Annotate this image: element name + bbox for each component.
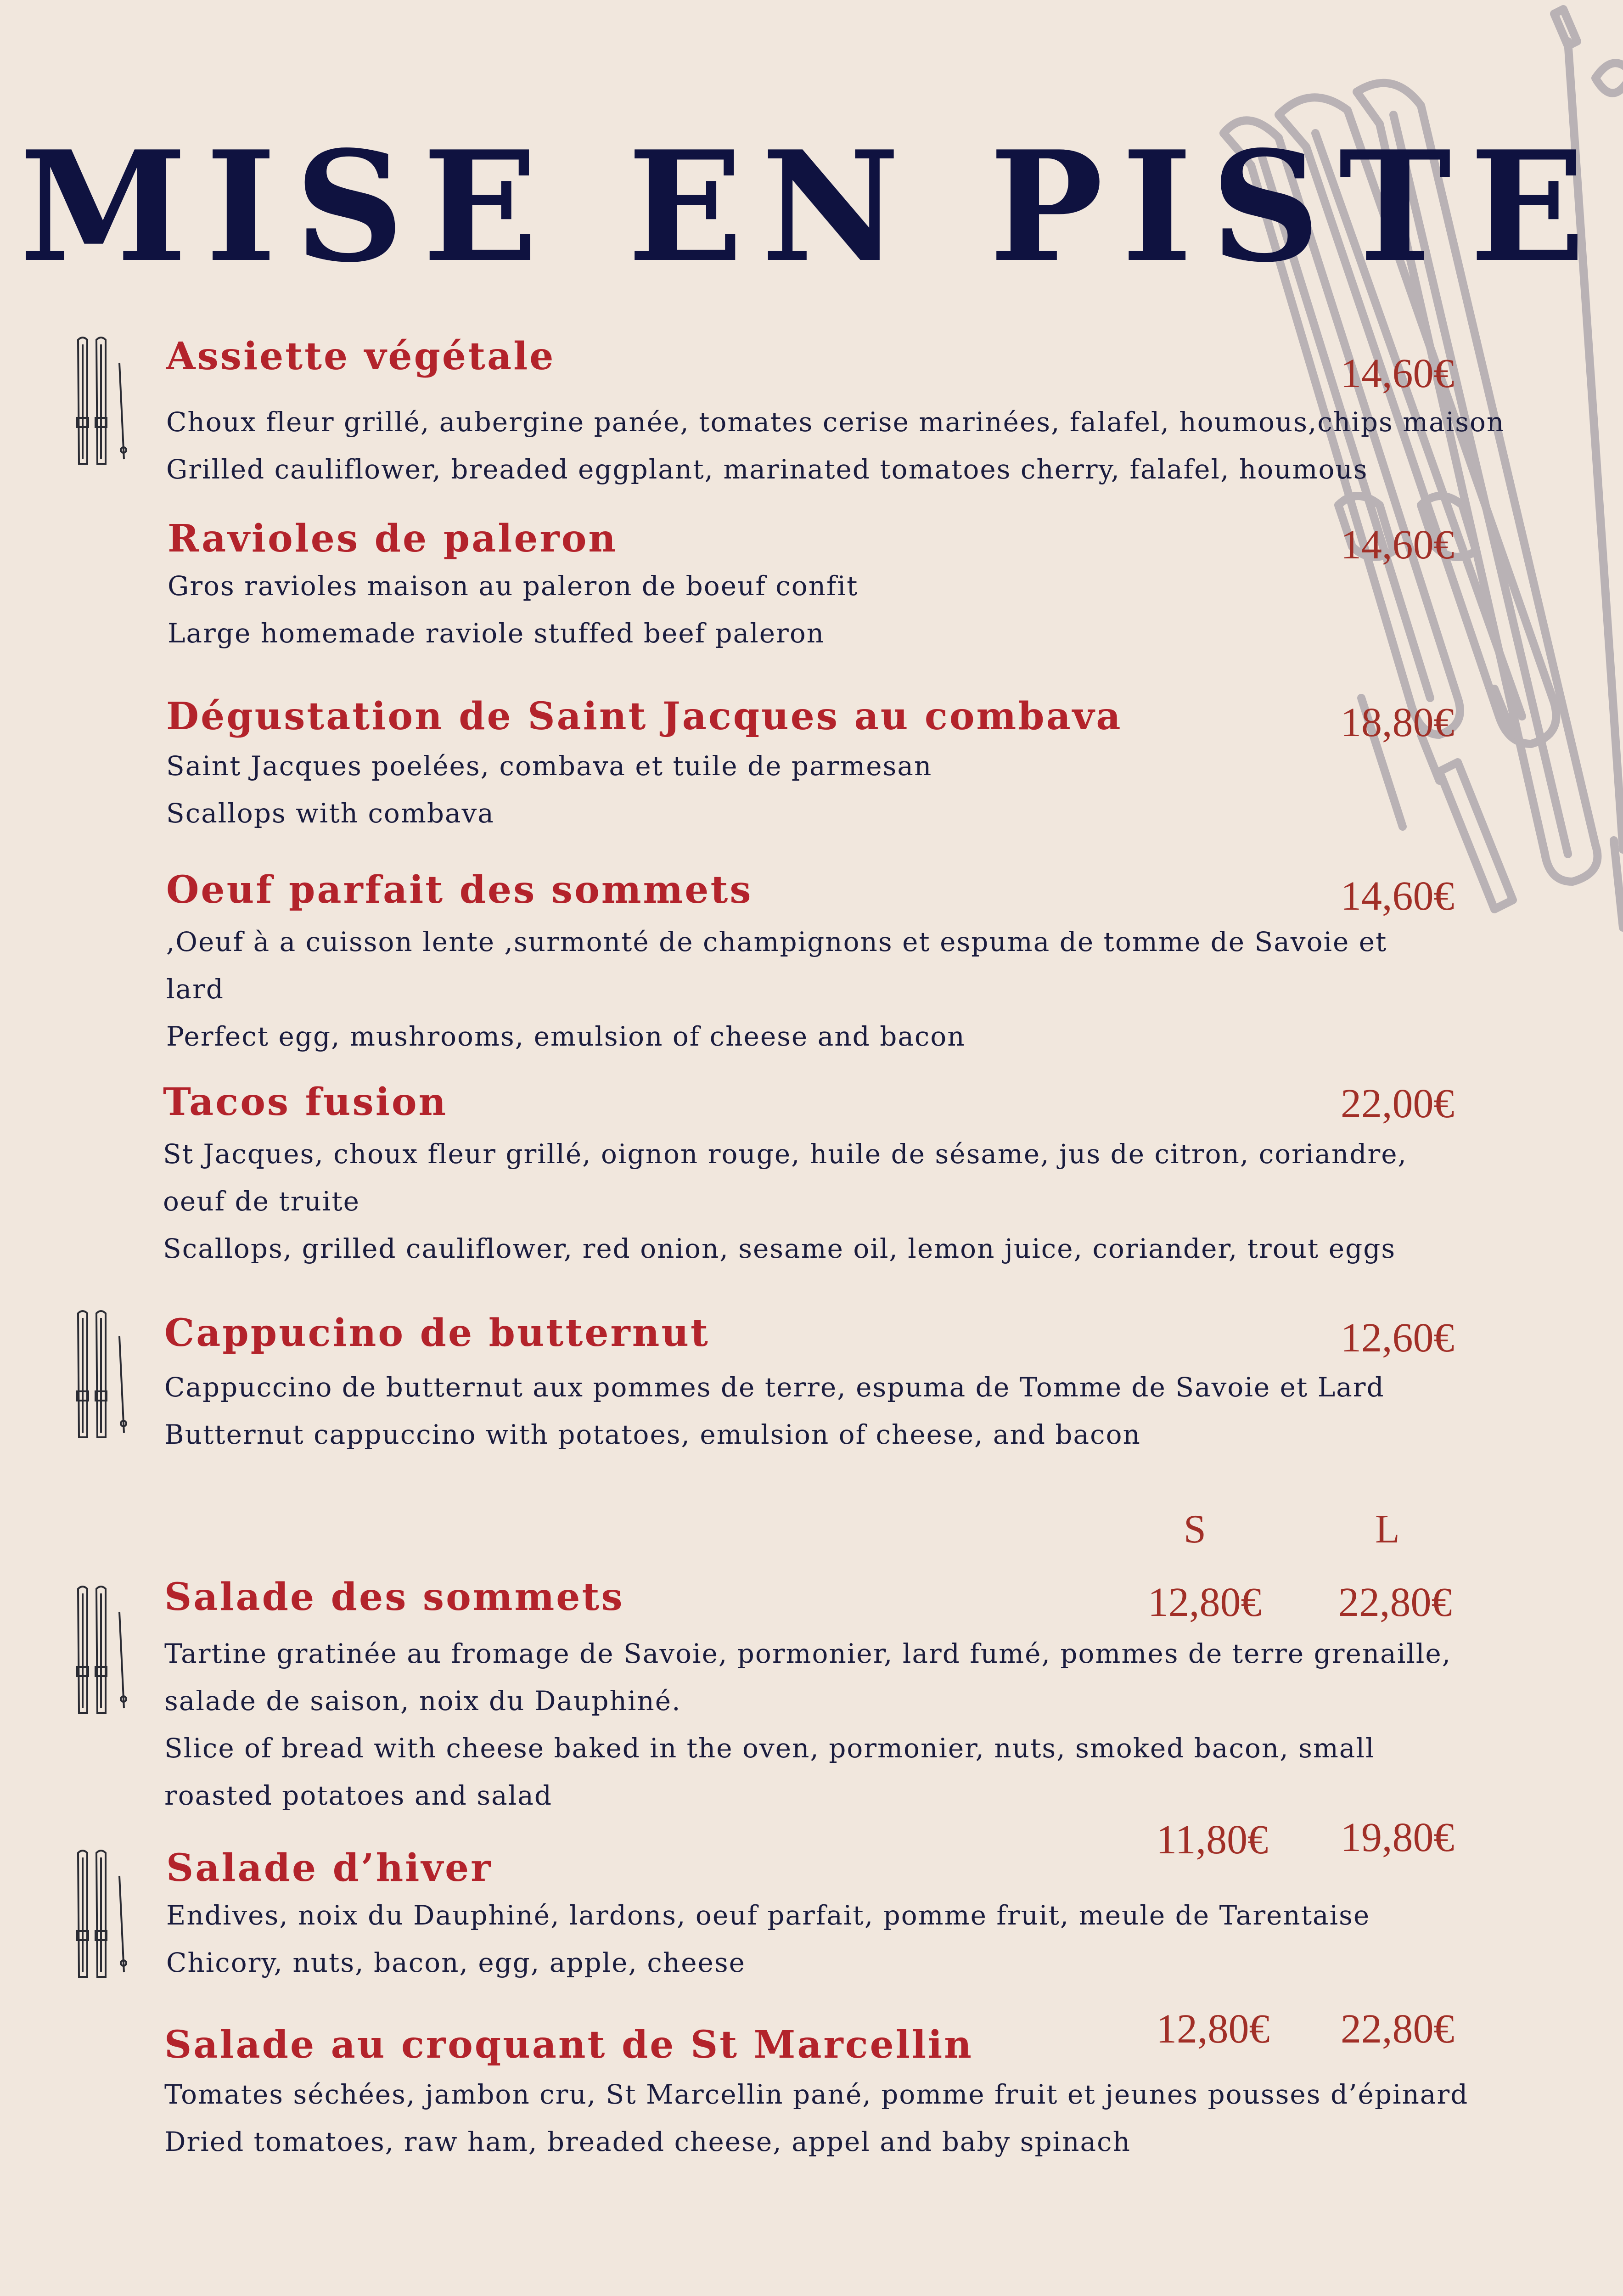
dish-description: lard [166, 974, 224, 1005]
dish-price: 18,80€ [1341, 700, 1455, 745]
dish-name: Ravioles de paleron [168, 517, 618, 561]
dish-description: Tomates séchées, jambon cru, St Marcellin pané, pomme fruit et jeunes pousses d’épinard [164, 2079, 1469, 2110]
dish-price-small: 11,80€ [1156, 1817, 1269, 1863]
size-header-small: S [1184, 1507, 1206, 1552]
dish-description: Gros ravioles maison au paleron de boeuf confit [168, 570, 859, 602]
dish-price: 14,60€ [1341, 351, 1455, 396]
dish-description: Butternut cappuccino with potatoes, emulsion of cheese, and bacon [164, 1419, 1141, 1450]
dish-description: Scallops, grilled cauliflower, red onion, sesame oil, lemon juice, coriander, trout eggs [163, 1233, 1396, 1264]
dish-description: Grilled cauliflower, breaded eggplant, marinated tomatoes cherry, falafel, houmous [166, 454, 1368, 485]
dish-name: Cappucino de butternut [164, 1311, 710, 1355]
dish-description: Choux fleur grillé, aubergine panée, tomates cerise marinées, falafel, houmous,chips maison [166, 406, 1505, 438]
dish-price-small: 12,80€ [1148, 1580, 1262, 1625]
dish-name: Tacos fusion [163, 1080, 448, 1124]
dish-price: 12,60€ [1341, 1315, 1455, 1361]
skis-and-pole-icon [73, 1848, 133, 1981]
dish-price-large: 22,80€ [1341, 2006, 1455, 2052]
dish-name: Salade d’hiver [166, 1846, 493, 1890]
dish-description: Scallops with combava [166, 798, 494, 829]
size-header-large: L [1375, 1507, 1400, 1552]
dish-price: 14,60€ [1341, 522, 1455, 568]
dish-name: Oeuf parfait des sommets [166, 868, 753, 912]
dish-name: Salade des sommets [164, 1575, 624, 1619]
dish-description: Endives, noix du Dauphiné, lardons, oeuf parfait, pomme fruit, meule de Tarentaise [166, 1900, 1370, 1931]
dish-price-small: 12,80€ [1156, 2006, 1270, 2052]
dish-description: Tartine gratinée au fromage de Savoie, pormonier, lard fumé, pommes de terre grenaille, [164, 1638, 1452, 1669]
dish-name: Dégustation de Saint Jacques au combava [166, 694, 1123, 738]
dish-description: Cappuccino de butternut aux pommes de terre, espuma de Tomme de Savoie et Lard [164, 1372, 1385, 1403]
dish-description: Dried tomatoes, raw ham, breaded cheese, appel and baby spinach [164, 2126, 1131, 2157]
skis-and-pole-icon [73, 335, 133, 468]
skis-and-pole-icon [73, 1309, 133, 1442]
skis-and-pole-icon [73, 1584, 133, 1717]
dish-name: Salade au croquant de St Marcellin [164, 2023, 973, 2067]
dish-description: St Jacques, choux fleur grillé, oignon rouge, huile de sésame, jus de citron, coriandre, [163, 1138, 1407, 1170]
dish-description: Large homemade raviole stuffed beef paleron [168, 618, 825, 649]
menu-title: MISE EN PISTE [19, 118, 1604, 296]
dish-price: 14,60€ [1341, 873, 1455, 919]
dish-price-large: 19,80€ [1341, 1815, 1455, 1860]
dish-description: salade de saison, noix du Dauphiné. [164, 1685, 681, 1716]
dish-description: Slice of bread with cheese baked in the oven, pormonier, nuts, smoked bacon, small [164, 1733, 1375, 1764]
dish-description: Chicory, nuts, bacon, egg, apple, cheese [166, 1947, 746, 1978]
dish-description: ,Oeuf à a cuisson lente ,surmonté de champignons et espuma de tomme de Savoie et [166, 926, 1387, 957]
dish-name: Assiette végétale [166, 334, 556, 378]
dish-description: Saint Jacques poelées, combava et tuile de parmesan [166, 750, 932, 782]
dish-description: roasted potatoes and salad [164, 1780, 552, 1811]
dish-price: 22,00€ [1341, 1081, 1455, 1126]
dish-price-large: 22,80€ [1338, 1580, 1452, 1625]
dish-description: Perfect egg, mushrooms, emulsion of cheese and bacon [166, 1021, 966, 1052]
dish-description: oeuf de truite [163, 1186, 360, 1217]
